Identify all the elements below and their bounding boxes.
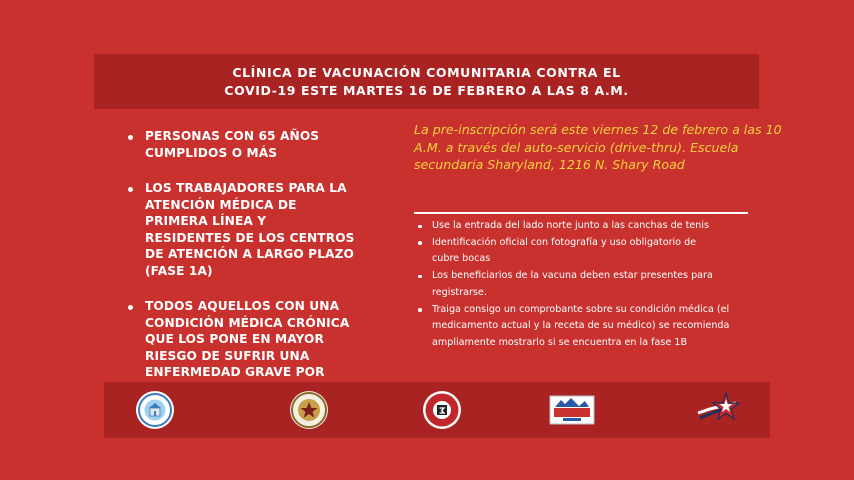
bullet-icon bbox=[418, 241, 422, 245]
precinct-three-seal-icon bbox=[422, 390, 462, 430]
event-header bbox=[94, 54, 759, 109]
sponsor-logo-bar bbox=[104, 382, 770, 438]
mission-cisd-logo-icon bbox=[549, 390, 595, 430]
eligibility-list bbox=[128, 128, 378, 416]
divider-line bbox=[414, 212, 748, 214]
instruction-item: Traiga consigo un comprobante sobre su condición médica (el medicamento actual y la receta de su médico) se recomienda ampliamente mostrarlo si se encuentra en la fase 1B bbox=[415, 302, 737, 352]
city-of-mission-seal-icon bbox=[135, 390, 175, 430]
hidalgo-county-seal-icon bbox=[289, 390, 329, 430]
bullet-icon bbox=[418, 308, 422, 312]
bullet-icon bbox=[418, 275, 422, 279]
bullet-icon bbox=[128, 135, 133, 140]
bullet-icon bbox=[128, 305, 133, 310]
eligibility-item: PERSONAS CON 65 AÑOS CUMPLIDOS O MÁS bbox=[128, 128, 360, 161]
header-line-1: CLÍNICA DE VACUNACIÓN COMUNITARIA CONTRA EL bbox=[232, 64, 621, 80]
preregistration-note: La pre-inscripción será este viernes 12 de febrero a las 10 A.M. a través del auto-servicio (drive-thru). Escuela secundaria Sharyland, 1216 N. Shary Road bbox=[414, 122, 782, 172]
instruction-item: Identificación oficial con fotografía y uso obligatorio de cubre bocas bbox=[415, 235, 717, 268]
eligibility-item: TODOS AQUELLOS CON UNA CONDICIÓN MÉDICA CRÓNICA QUE LOS PONE EN MAYOR RIESGO DE SUFRIR UNA ENFERMEDAD GRAVE POR bbox=[128, 298, 370, 397]
bullet-icon bbox=[128, 187, 133, 192]
instruction-item: Los beneficiarios de la vacuna deben estar presentes para registrarse. bbox=[415, 268, 732, 301]
bullet-icon bbox=[418, 225, 422, 229]
header-line-2: COVID-19 ESTE MARTES 16 DE FEBRERO A LAS 8 A.M. bbox=[224, 82, 629, 98]
eligibility-item: LOS TRABAJADORES PARA LA ATENCIÓN MÉDICA DE PRIMERA LÍNEA Y RESIDENTES DE LOS CENTROS DE ATENCIÓN A LARGO PLAZO (FASE 1A) bbox=[128, 180, 355, 279]
instructions-list bbox=[415, 218, 755, 352]
star-logo-icon bbox=[696, 390, 740, 430]
instruction-item: Use la entrada del lado norte junto a las canchas de tenis bbox=[415, 218, 755, 235]
